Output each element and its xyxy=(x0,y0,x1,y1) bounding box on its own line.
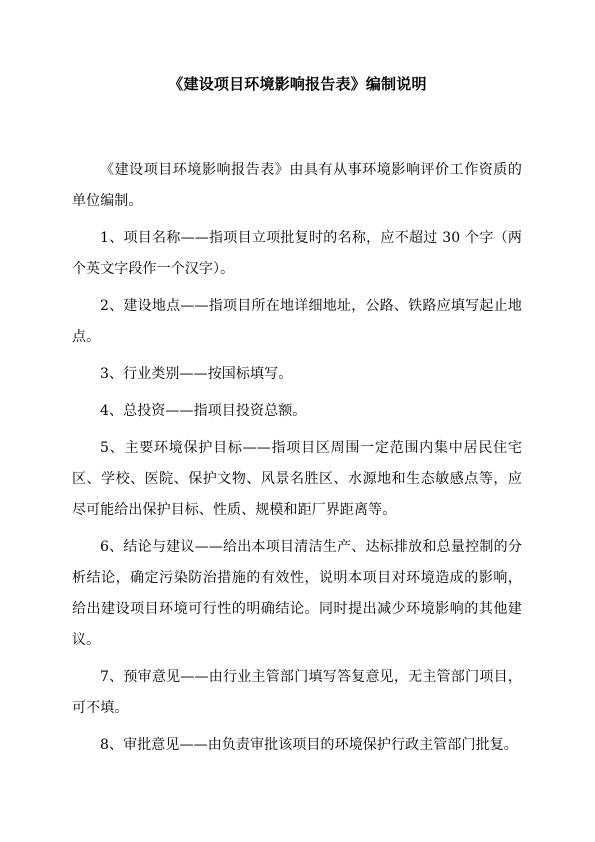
item-approval-opinion: 8、审批意见——由负责审批该项目的环境保护行政主管部门批复。 xyxy=(100,737,518,753)
item-preliminary-review: 7、预审意见——由行业主管部门填写答复意见，无主管部门项目，可不填。 xyxy=(72,669,522,716)
document-body xyxy=(72,155,522,767)
item-conclusions: 6、结论与建议——给出本项目清洁生产、达标排放和总量控制的分析结论，确定污染防治措施的有效性，说明本项目对环境造成的影响，给出建设项目环境可行性的明确结论。同时提出减少环境影响的其他建议。 xyxy=(72,539,522,648)
item-project-name: 1、项目名称——指项目立项批复时的名称，应不超过 30 个字（两个英文字段作一个汉字）。 xyxy=(72,230,522,277)
item-protection-targets: 5、主要环境保护目标——指项目区周围一定范围内集中居民住宅区、学校、医院、保护文物、风景名胜区、水源地和生态敏感点等，应尽可能给出保护目标、性质、规模和距厂界距离等。 xyxy=(72,440,522,518)
item-construction-site: 2、建设地点——指项目所在地详细地址，公路、铁路应填写起止地点。 xyxy=(72,298,522,345)
item-industry-category: 3、行业类别——按国标填写。 xyxy=(100,366,293,382)
document-title: 《建设项目环境影响报告表》编制说明 xyxy=(168,75,427,93)
item-total-investment: 4、总投资——指项目投资总额。 xyxy=(100,403,307,419)
intro-paragraph: 《建设项目环境影响报告表》由具有从事环境影响评价工作资质的单位编制。 xyxy=(72,162,522,209)
